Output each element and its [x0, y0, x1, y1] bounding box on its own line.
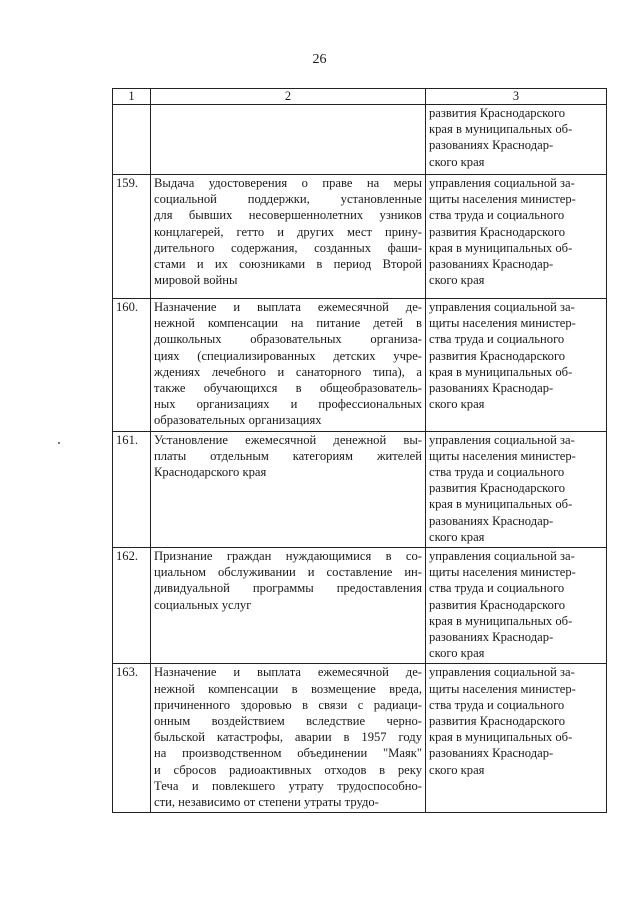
- description-line: ных организациях и профессиональных: [154, 397, 422, 412]
- authority-line: развития Краснодарского: [429, 481, 566, 496]
- description-line: концлагерей, гетто и других мест прину-: [154, 224, 422, 239]
- authority-line: ского края: [429, 529, 485, 544]
- service-description: [151, 105, 426, 175]
- authority-line: разованиях Краснодар-: [429, 630, 554, 645]
- description-line: Выдача удостоверения о праве на меры: [154, 176, 422, 190]
- authority-line: щиты населения министер-: [429, 192, 576, 207]
- authority-line: управления социальной за-: [429, 300, 575, 314]
- description-line: платы отдельным категориям жителей: [154, 448, 422, 463]
- authority-line: развития Краснодарского: [429, 597, 566, 612]
- authority-line: щиты населения министер-: [429, 448, 576, 463]
- authority-line: управления социальной за-: [429, 432, 575, 447]
- authority-line: щиты населения министер-: [429, 681, 576, 696]
- description-line: сти, независимо от степени утраты трудо-: [154, 795, 379, 810]
- description-line: ждениях лечебного и санаторного типа), а: [154, 364, 422, 379]
- description-line: и сбросов радиоактивных отходов в реку: [154, 762, 422, 777]
- authority-line: ства труда и социального: [429, 332, 565, 347]
- authority-line: развития Краснодарского: [429, 714, 566, 729]
- responsible-authority: [426, 175, 607, 299]
- description-line: причиненного здоровью в связи с радиаци-: [154, 697, 422, 712]
- description-line: онным воздействием вследствие черно-: [154, 714, 422, 729]
- table-header-row: [113, 89, 607, 105]
- row-number: 163.: [113, 664, 151, 813]
- description-line: Установление ежемесячной денежной вы-: [154, 432, 422, 447]
- description-line: циях (специализированных детских учре-: [154, 348, 422, 363]
- authority-line: разованиях Краснодар-: [429, 381, 554, 396]
- header-col-3: 3: [426, 89, 607, 105]
- description-line: стами и их союзниками в период Второй: [154, 257, 422, 272]
- row-number: 162.: [113, 548, 151, 664]
- description-line: Назначение и выплата ежемесячной де-: [154, 665, 422, 680]
- responsible-authority: [426, 431, 607, 547]
- responsible-authority: [426, 548, 607, 664]
- authority-line: управления социальной за-: [429, 665, 575, 680]
- authority-line: ского края: [429, 273, 485, 288]
- header-col-2: 2: [151, 89, 426, 105]
- authority-line: ского края: [429, 154, 485, 169]
- description-line: образовательных организациях: [154, 413, 322, 428]
- authority-line: ского края: [429, 762, 485, 777]
- description-line: социальной поддержки, установленные: [154, 192, 422, 207]
- authority-line: разованиях Краснодар-: [429, 257, 554, 272]
- table-row: [113, 664, 607, 813]
- row-number: [113, 105, 151, 175]
- authority-line: разованиях Краснодар-: [429, 513, 554, 528]
- description-line: мировой войны: [154, 273, 238, 288]
- authority-line: ства труда и социального: [429, 697, 565, 712]
- authority-line: ства труда и социального: [429, 581, 565, 596]
- authority-line: края в муниципальных об-: [429, 364, 573, 379]
- authority-line: щиты населения министер-: [429, 316, 576, 331]
- authority-line: разованиях Краснодар-: [429, 138, 554, 153]
- authority-line: развития Краснодарского: [429, 224, 566, 239]
- description-line: быльской катастрофы, аварии в 1957 году: [154, 730, 422, 745]
- authority-line: края в муниципальных об-: [429, 730, 573, 745]
- responsible-authority: [426, 664, 607, 813]
- authority-line: щиты населения министер-: [429, 565, 576, 580]
- service-description: [151, 299, 426, 432]
- page-number: 26: [312, 52, 327, 67]
- description-line: дивидуальной программы предоставления: [154, 581, 422, 596]
- description-line: Теча и повлекшего утрату трудоспособно-: [154, 778, 422, 793]
- description-line: также обучающихся в общеобразователь-: [154, 381, 422, 396]
- description-line: циальном обслуживании и составление ин-: [154, 565, 422, 580]
- responsible-authority: [426, 105, 607, 175]
- authority-line: ства труда и социального: [429, 465, 565, 480]
- row-number: 161.: [113, 431, 151, 547]
- service-description: [151, 431, 426, 547]
- description-line: Краснодарского края: [154, 465, 267, 480]
- service-description: [151, 175, 426, 299]
- description-line: Назначение и выплата ежемесячной де-: [154, 300, 422, 314]
- description-line: дительного содержания, созданных фаши-: [154, 240, 422, 255]
- authority-line: края в муниципальных об-: [429, 497, 573, 512]
- authority-line: управления социальной за-: [429, 549, 575, 564]
- header-col-1: 1: [113, 89, 151, 105]
- description-line: нежной компенсации в возмещение вреда,: [154, 681, 422, 696]
- authority-line: развития Краснодарского: [429, 106, 566, 120]
- service-description: [151, 548, 426, 664]
- description-line: нежной компенсации на питание детей в: [154, 316, 422, 331]
- services-table: [112, 88, 607, 813]
- authority-line: разованиях Краснодар-: [429, 746, 554, 761]
- table-row: [113, 175, 607, 299]
- description-line: дошкольных образовательных организа-: [154, 332, 422, 347]
- authority-line: края в муниципальных об-: [429, 240, 573, 255]
- authority-line: ского края: [429, 397, 485, 412]
- authority-line: управления социальной за-: [429, 176, 575, 190]
- scan-speck: [58, 442, 60, 444]
- table-row: [113, 105, 607, 175]
- authority-line: края в муниципальных об-: [429, 122, 573, 137]
- table-row: [113, 431, 607, 547]
- authority-line: края в муниципальных об-: [429, 613, 573, 628]
- authority-line: развития Краснодарского: [429, 348, 566, 363]
- table-row: [113, 548, 607, 664]
- row-number: 159.: [113, 175, 151, 299]
- description-line: социальных услуг: [154, 597, 252, 612]
- description-line: Признание граждан нуждающимися в со-: [154, 549, 422, 564]
- table-row: [113, 299, 607, 432]
- responsible-authority: [426, 299, 607, 432]
- service-description: [151, 664, 426, 813]
- authority-line: ства труда и социального: [429, 208, 565, 223]
- description-line: на производственном объединении "Маяк": [154, 746, 422, 761]
- authority-line: ского края: [429, 646, 485, 661]
- description-line: для бывших несовершеннолетних узников: [154, 208, 422, 223]
- row-number: 160.: [113, 299, 151, 432]
